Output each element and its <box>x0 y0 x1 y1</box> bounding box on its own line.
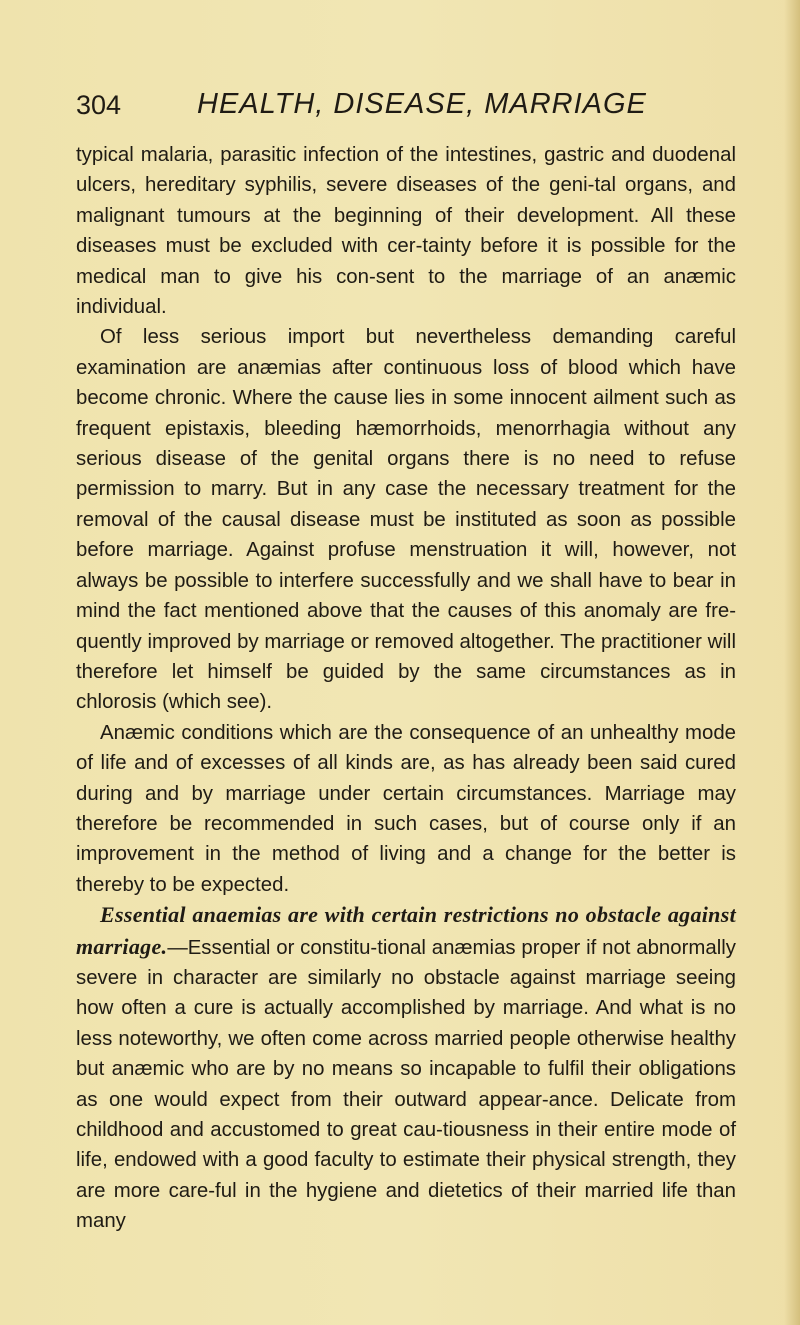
paragraph-4 <box>76 900 736 1236</box>
page-header <box>76 88 736 128</box>
paragraph-2: Of less serious import but nevertheless demanding careful examination are anæmias after continuous loss of blood which have become chronic. Where the cause lies in some innocent ailment such as frequent epistaxis, bleeding hæmorrhoids, menorrhagia without any serious disease of the genital organs there is no need to refuse permission to marry. But in any case the necessary treatment for the removal of the causal disease must be instituted as soon as possible before marriage. Against profuse menstruation it will, however, not always be possible to interfere successfully and we shall have to bear in mind the fact mentioned above that the causes of this anomaly are fre-quently improved by marriage or removed altogether. The practitioner will therefore let himself be guided by the same circumstances as in chlorosis (which see). <box>76 326 736 714</box>
running-head: HEALTH, DISEASE, MARRIAGE <box>197 88 647 120</box>
body-text <box>76 140 736 1237</box>
section-sidehead: Essential anaemias are with certain restrictions no obstacle against marriage. <box>76 902 736 959</box>
page-number: 304 <box>76 90 122 120</box>
page-edge-shadow <box>784 0 800 1325</box>
paragraph-3: Anæmic conditions which are the consequence of an unhealthy mode of life and of excesses of all kinds are, as has already been said cured during and by marriage under certain circumstances. Marriage may therefore be recommended in such cases, but of course only if an improvement in the method of living and a change for the better is thereby to be expected. <box>76 721 736 896</box>
paragraph-4-text: —Essential or constitu-tional anæmias proper if not abnormally severe in character are similarly no obstacle against marriage seeing how often a cure is actually accomplished by marriage. And what is no less noteworthy, we often come across married people otherwise healthy but anæmic who are by no means so incapable to fulfil their obligations as one would expect from their outward appear-ance. Delicate from childhood and accustomed to great cau-tiousness in their entire mode of life, endowed with a good faculty to estimate their physical strength, they are more care-ful in the hygiene and dietetics of their married life than many <box>76 936 736 1233</box>
paragraph-1: typical malaria, parasitic infection of the intestines, gastric and duodenal ulcers, hereditary syphilis, severe diseases of the geni-tal organs, and malignant tumours at the beginning of their development. All these diseases must be excluded with cer-tainty before it is possible for the medical man to give his con-sent to the marriage of an anæmic individual. <box>76 144 736 319</box>
